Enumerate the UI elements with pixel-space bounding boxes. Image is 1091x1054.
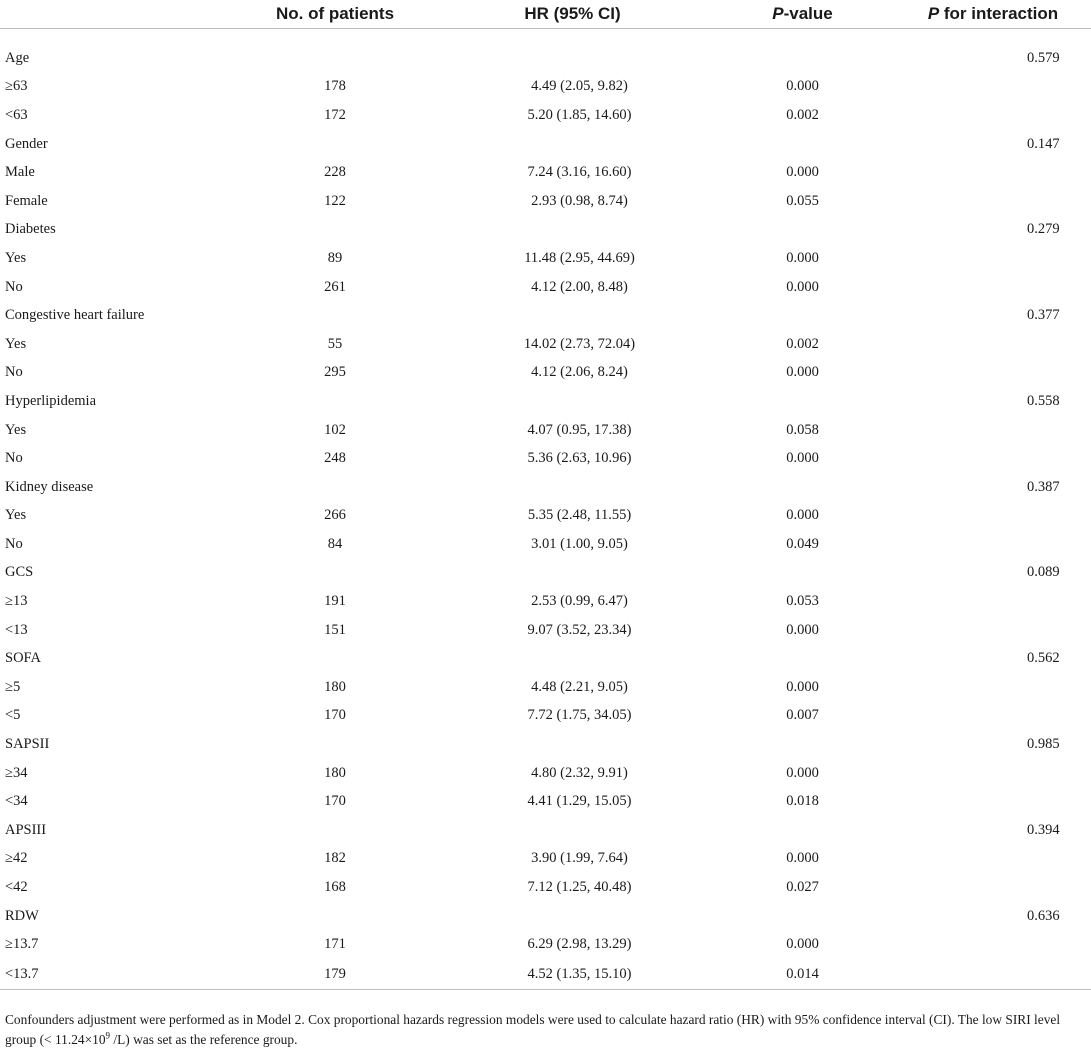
row-p-value: 0.000	[786, 450, 819, 467]
row-label: No	[5, 364, 23, 381]
row-p-value: 0.027	[786, 879, 819, 896]
row-p-interaction	[895, 101, 1091, 130]
row-hazard-ratio	[435, 301, 710, 330]
row-p-value: 0.000	[786, 364, 819, 381]
row-p-value: 0.000	[786, 678, 819, 695]
table-row	[0, 959, 1091, 990]
table-row	[0, 101, 1091, 130]
row-p-value	[710, 816, 895, 845]
table-row	[0, 359, 1091, 388]
row-p-value: 0.053	[786, 593, 819, 610]
row-patient-count	[235, 644, 435, 673]
row-hazard-ratio	[435, 387, 710, 416]
table-group-row	[0, 644, 1091, 673]
table-row	[0, 845, 1091, 874]
row-label: SAPSII	[5, 736, 50, 753]
row-patient-count	[235, 301, 435, 330]
row-p-interaction	[895, 930, 1091, 959]
header-p-interaction	[895, 0, 1091, 29]
row-hazard-ratio: 4.12 (2.06, 8.24)	[531, 364, 628, 381]
row-label: ≥13	[5, 593, 28, 610]
table-group-row	[0, 301, 1091, 330]
header-p-value	[710, 0, 895, 29]
header-pint-rest: for interaction	[939, 4, 1059, 23]
row-patient-count: 55	[327, 335, 343, 352]
row-hazard-ratio: 11.48 (2.95, 44.69)	[524, 249, 635, 266]
row-patient-count: 191	[324, 593, 346, 610]
row-patient-count: 182	[324, 850, 346, 867]
row-p-value	[710, 644, 895, 673]
row-p-interaction	[895, 845, 1091, 874]
row-patient-count	[235, 559, 435, 588]
row-label: ≥42	[5, 850, 28, 867]
row-label: Yes	[5, 335, 27, 352]
row-hazard-ratio: 7.12 (1.25, 40.48)	[527, 879, 632, 896]
row-patient-count: 248	[324, 450, 346, 467]
row-p-value	[710, 387, 895, 416]
row-p-value: 0.007	[786, 707, 819, 724]
table-group-row	[0, 730, 1091, 759]
row-p-interaction	[895, 359, 1091, 388]
header-hr-ci: HR (95% CI)	[435, 0, 710, 29]
row-p-value: 0.000	[786, 936, 819, 953]
row-p-interaction: 0.387	[1027, 478, 1060, 495]
row-label: Diabetes	[5, 221, 56, 238]
row-patient-count: 178	[324, 78, 346, 95]
row-p-value	[710, 902, 895, 931]
row-label: No	[5, 278, 23, 295]
row-label: APSIII	[5, 821, 47, 838]
row-p-value: 0.049	[786, 535, 819, 552]
row-p-value	[710, 559, 895, 588]
table-row	[0, 416, 1091, 445]
row-hazard-ratio: 4.52 (1.35, 15.10)	[435, 959, 710, 990]
row-p-value: 0.014	[710, 959, 895, 990]
row-hazard-ratio: 4.12 (2.00, 8.48)	[531, 278, 628, 295]
row-p-interaction: 0.562	[1027, 650, 1060, 667]
row-hazard-ratio	[435, 644, 710, 673]
row-patient-count: 295	[324, 364, 346, 381]
row-label: Kidney disease	[5, 478, 94, 495]
row-p-value: 0.000	[786, 621, 819, 638]
row-p-interaction	[895, 244, 1091, 273]
row-hazard-ratio: 4.49 (2.05, 9.82)	[531, 78, 628, 95]
row-p-value: 0.000	[786, 249, 819, 266]
header-no-of-patients: No. of patients	[235, 0, 435, 29]
row-hazard-ratio: 3.01 (1.00, 9.05)	[531, 535, 628, 552]
table-group-row	[0, 902, 1091, 931]
row-hazard-ratio	[435, 473, 710, 502]
table-row	[0, 759, 1091, 788]
table-row	[0, 787, 1091, 816]
table-group-row	[0, 216, 1091, 245]
row-label: Hyperlipidemia	[5, 392, 97, 409]
row-label: Yes	[5, 507, 27, 524]
row-p-interaction: 0.089	[1027, 564, 1060, 581]
row-p-interaction	[895, 187, 1091, 216]
row-label: Yes	[5, 249, 27, 266]
row-hazard-ratio	[435, 130, 710, 159]
row-label: ≥5	[5, 678, 21, 695]
row-p-value	[710, 44, 895, 73]
row-patient-count: 170	[324, 793, 346, 810]
row-hazard-ratio: 3.90 (1.99, 7.64)	[531, 850, 628, 867]
row-patient-count	[235, 473, 435, 502]
row-p-interaction	[895, 416, 1091, 445]
row-label: GCS	[5, 564, 34, 581]
row-p-interaction	[895, 273, 1091, 302]
table-group-row	[0, 816, 1091, 845]
row-p-interaction	[895, 759, 1091, 788]
row-hazard-ratio	[435, 816, 710, 845]
header-spacer	[0, 29, 1091, 45]
row-p-interaction	[895, 587, 1091, 616]
row-patient-count: 180	[324, 678, 346, 695]
row-label: No	[5, 535, 23, 552]
row-patient-count: 168	[324, 879, 346, 896]
row-p-value: 0.058	[786, 421, 819, 438]
row-p-value	[710, 730, 895, 759]
row-p-interaction	[895, 959, 1091, 990]
row-patient-count	[235, 816, 435, 845]
row-hazard-ratio: 4.07 (0.95, 17.38)	[527, 421, 632, 438]
row-hazard-ratio: 5.36 (2.63, 10.96)	[527, 450, 632, 467]
row-patient-count	[235, 130, 435, 159]
row-patient-count	[235, 44, 435, 73]
row-p-interaction	[895, 444, 1091, 473]
row-p-value	[710, 130, 895, 159]
table-group-row	[0, 387, 1091, 416]
row-patient-count	[235, 216, 435, 245]
row-hazard-ratio: 6.29 (2.98, 13.29)	[527, 936, 632, 953]
row-patient-count: 84	[327, 535, 343, 552]
row-label: Congestive heart failure	[5, 307, 145, 324]
row-label: <63	[5, 106, 28, 123]
row-p-interaction: 0.279	[1027, 221, 1060, 238]
row-p-value: 0.000	[786, 507, 819, 524]
row-label: <42	[5, 879, 28, 896]
row-patient-count: 102	[324, 421, 346, 438]
row-label: ≥13.7	[5, 936, 39, 953]
row-label: Female	[5, 192, 48, 209]
table-header	[0, 0, 1091, 44]
row-hazard-ratio: 7.24 (3.16, 16.60)	[527, 164, 632, 181]
row-label: <13.7	[0, 959, 235, 990]
header-p-letter: P	[772, 4, 784, 23]
row-patient-count: 170	[324, 707, 346, 724]
table-footnote	[5, 1010, 1085, 1050]
row-label: RDW	[5, 907, 39, 924]
row-hazard-ratio	[435, 559, 710, 588]
row-label: ≥63	[5, 78, 28, 95]
footnote-superscript: 9	[105, 1030, 111, 1041]
row-p-interaction	[895, 787, 1091, 816]
row-hazard-ratio: 2.93 (0.98, 8.74)	[531, 192, 628, 209]
row-patient-count: 179	[235, 959, 435, 990]
row-hazard-ratio	[435, 902, 710, 931]
row-label: SOFA	[5, 650, 41, 667]
row-hazard-ratio	[435, 44, 710, 73]
row-p-value	[710, 473, 895, 502]
row-p-value: 0.002	[786, 106, 819, 123]
row-patient-count: 122	[324, 192, 346, 209]
row-p-interaction: 0.985	[1027, 736, 1060, 753]
row-p-interaction	[895, 873, 1091, 902]
row-patient-count: 171	[324, 936, 346, 953]
row-label: <34	[5, 793, 28, 810]
table-row	[0, 530, 1091, 559]
row-p-value: 0.018	[786, 793, 819, 810]
table-row	[0, 673, 1091, 702]
table-row	[0, 873, 1091, 902]
row-hazard-ratio: 9.07 (3.52, 23.34)	[527, 621, 632, 638]
row-patient-count	[235, 902, 435, 931]
row-hazard-ratio: 5.35 (2.48, 11.55)	[527, 507, 632, 524]
row-label: Male	[5, 164, 35, 181]
row-p-value: 0.000	[786, 850, 819, 867]
row-patient-count: 261	[324, 278, 346, 295]
row-p-value: 0.000	[786, 278, 819, 295]
row-p-interaction: 0.394	[1027, 821, 1060, 838]
row-label: <5	[5, 707, 21, 724]
row-hazard-ratio: 4.80 (2.32, 9.91)	[531, 764, 628, 781]
row-p-interaction	[895, 616, 1091, 645]
row-patient-count: 89	[327, 249, 343, 266]
row-p-interaction	[895, 530, 1091, 559]
row-hazard-ratio: 5.20 (1.85, 14.60)	[527, 106, 632, 123]
row-p-interaction	[895, 330, 1091, 359]
table-row	[0, 273, 1091, 302]
row-p-interaction: 0.377	[1027, 307, 1060, 324]
row-patient-count	[235, 387, 435, 416]
row-p-interaction: 0.579	[1027, 49, 1060, 66]
header-blank	[0, 0, 235, 29]
row-label: Yes	[5, 421, 27, 438]
table-row	[0, 444, 1091, 473]
row-patient-count: 180	[324, 764, 346, 781]
row-patient-count: 266	[324, 507, 346, 524]
footnote-text-before: Confounders adjustment were performed as in Model 2. Cox proportional hazards regression models were used to calculate hazard ratio (HR) with 95% confidence interval (CI). The low SIRI level group (< 11.24×10	[5, 1012, 1061, 1047]
row-label: Gender	[5, 135, 48, 152]
row-hazard-ratio: 7.72 (1.75, 34.05)	[527, 707, 632, 724]
table-group-row	[0, 44, 1091, 73]
table-row	[0, 616, 1091, 645]
table-row	[0, 73, 1091, 102]
footnote-text-after: /L) was set as the reference group.	[110, 1032, 298, 1047]
row-p-value: 0.000	[786, 764, 819, 781]
row-p-interaction: 0.558	[1027, 392, 1060, 409]
row-p-interaction: 0.636	[1027, 907, 1060, 924]
table-row	[0, 244, 1091, 273]
row-hazard-ratio: 4.41 (1.29, 15.05)	[527, 793, 632, 810]
row-p-value: 0.000	[786, 164, 819, 181]
row-patient-count: 228	[324, 164, 346, 181]
row-patient-count	[235, 730, 435, 759]
row-hazard-ratio	[435, 216, 710, 245]
header-pint-letter: P	[927, 4, 940, 23]
row-patient-count: 151	[324, 621, 346, 638]
table-group-row	[0, 130, 1091, 159]
row-p-value	[710, 301, 895, 330]
row-hazard-ratio: 2.53 (0.99, 6.47)	[531, 593, 628, 610]
row-p-interaction	[895, 702, 1091, 731]
table-row	[0, 702, 1091, 731]
row-p-interaction: 0.147	[1027, 135, 1060, 152]
row-label: <13	[5, 621, 28, 638]
row-hazard-ratio	[435, 730, 710, 759]
table-row	[0, 587, 1091, 616]
row-label: Age	[5, 49, 30, 66]
table-row	[0, 330, 1091, 359]
table-row	[0, 930, 1091, 959]
row-p-interaction	[895, 158, 1091, 187]
row-label: No	[5, 450, 23, 467]
table-row	[0, 502, 1091, 531]
row-p-interaction	[895, 73, 1091, 102]
row-p-interaction	[895, 502, 1091, 531]
table-row	[0, 187, 1091, 216]
table-group-row	[0, 473, 1091, 502]
header-p-rest: -value	[783, 4, 833, 23]
row-p-value: 0.002	[786, 335, 819, 352]
row-p-interaction	[895, 673, 1091, 702]
row-p-value: 0.000	[786, 78, 819, 95]
row-p-value	[710, 216, 895, 245]
table-row	[0, 158, 1091, 187]
row-hazard-ratio: 14.02 (2.73, 72.04)	[523, 335, 636, 352]
row-hazard-ratio: 4.48 (2.21, 9.05)	[531, 678, 628, 695]
row-patient-count: 172	[324, 106, 346, 123]
table-body	[0, 44, 1091, 990]
row-label: ≥34	[5, 764, 28, 781]
table-group-row	[0, 559, 1091, 588]
row-p-value: 0.055	[786, 192, 819, 209]
